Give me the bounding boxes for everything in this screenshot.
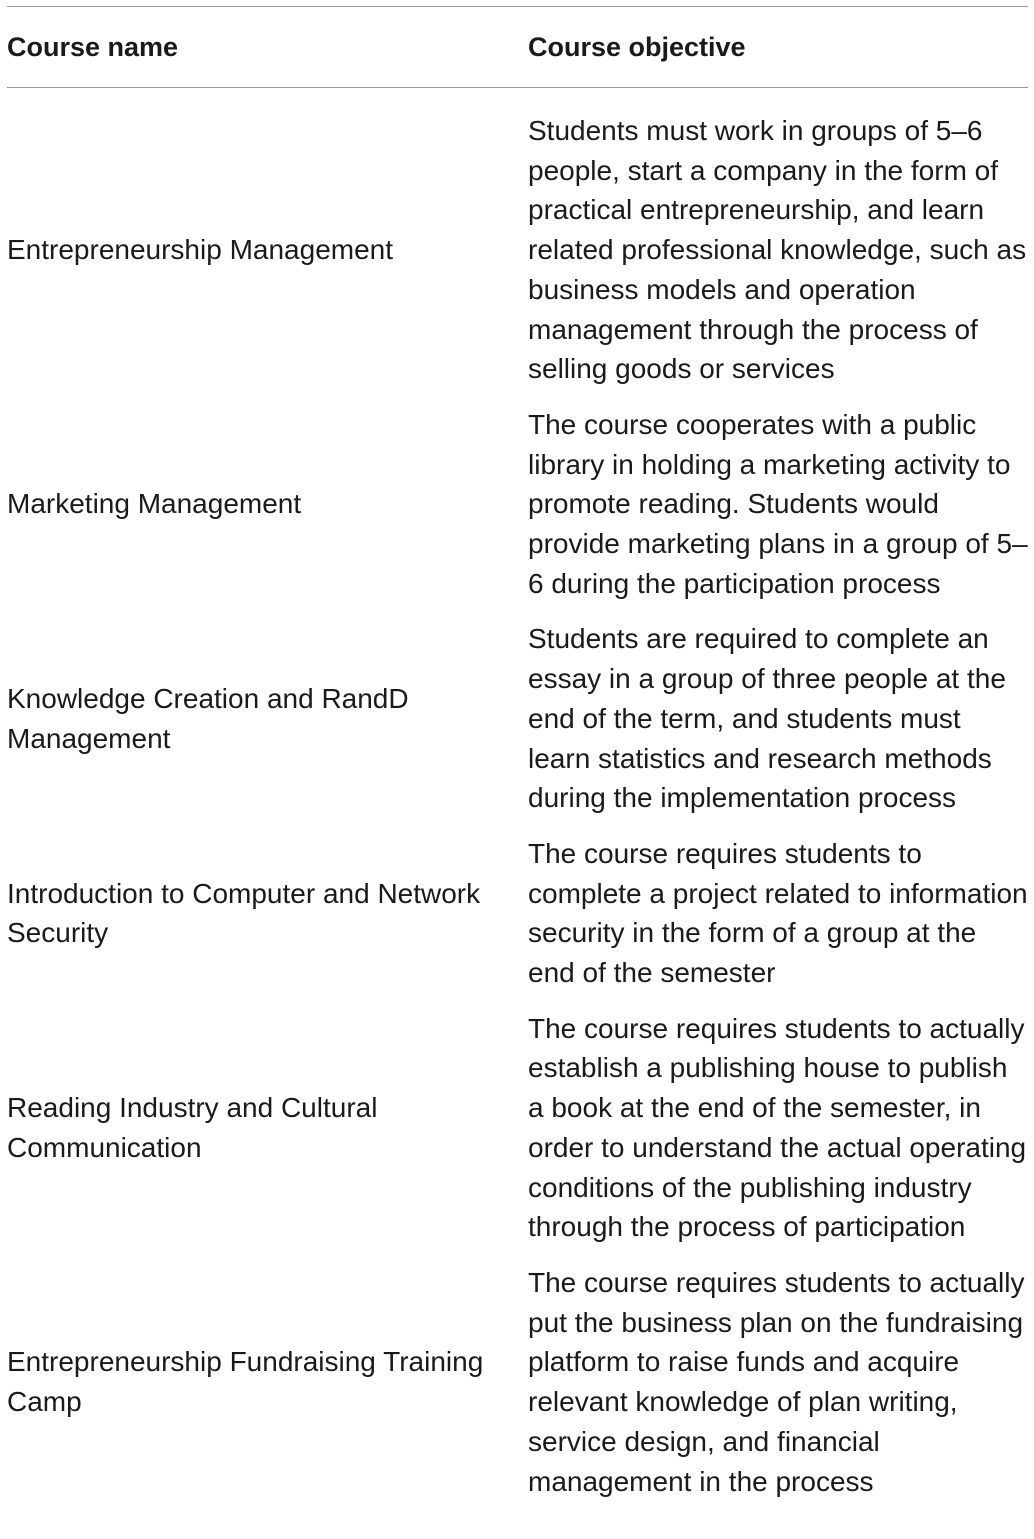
header-course-name: Course name [7,31,179,62]
course-name: Knowledge Creation and RandD Management [7,682,409,754]
header-course-objective: Course objective [528,31,746,62]
course-objective: Students must work in groups of 5–6 people, start a company in the form of practical entrepreneurship, and learn related professional knowledge, such as business models and operation management through the process of selling goods or services [528,115,1027,385]
table-row [7,619,1028,818]
table-row [7,1263,1028,1501]
course-name: Introduction to Computer and Network Security [7,877,481,949]
table-header [7,7,1028,87]
table-row [7,1009,1028,1247]
course-name: Entrepreneurship Management [7,234,394,266]
table-row [7,405,1028,604]
table-body [7,88,1028,1501]
table-row [7,111,1028,389]
course-table [7,6,1028,1517]
table-row [7,834,1028,993]
course-name: Reading Industry and Cultural Communication [7,1092,378,1163]
course-name: Entrepreneurship Fundraising Training Camp [7,1346,484,1418]
course-objective: The course requires students to complete a project related to information security in the form of a group at the end of the semester [528,837,1028,989]
course-name: Marketing Management [7,488,302,520]
course-objective: The course requires students to actually establish a publishing house to publish a book at the end of the semester, in order to understand the actual operating conditions of the publishing industry through the process of participation [528,1012,1027,1243]
course-objective: The course requires students to actually put the business plan on the fundraising platform to raise funds and acquire relevant knowledge of plan writing, service design, and financial management in the process [528,1266,1025,1497]
course-objective: The course cooperates with a public library in holding a marketing activity to promote reading. Students would provide marketing plans in a group of 5–6 during the participation process [528,408,1028,599]
course-objective: Students are required to complete an essay in a group of three people at the end of the term, and students must learn statistics and research methods during the implementation process [528,623,1006,814]
